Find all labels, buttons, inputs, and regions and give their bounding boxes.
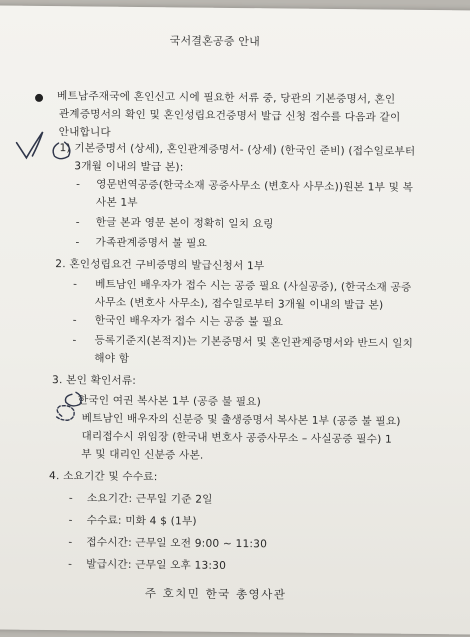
section-4-item-3: 접수시간: 근무일 오전 9:00 ~ 11:30 <box>86 536 268 551</box>
section-3-heading: 3. 본인 확인서류: <box>52 374 137 387</box>
document-title: 국서결혼공증 안내 <box>169 34 261 49</box>
list-dash: - <box>68 492 73 505</box>
section-2-item-1: 베트남인 배우자가 접수 시는 공증 필요 (사실공증), (한국소재 공증 <box>95 278 412 294</box>
section-4-item-2: 수수료: 미화 4 $ (1부) <box>86 514 197 528</box>
list-dash: - <box>72 314 77 327</box>
list-dash: - <box>73 278 78 291</box>
list-dash: - <box>68 558 73 571</box>
section-1-heading-cont: 3개월 이내의 발급 본): <box>74 160 184 174</box>
list-dash: - <box>68 536 73 549</box>
intro-line-1: 베트남주재국에 혼인신고 시에 필요한 서류 중, 당관의 기본증명서, 혼인 <box>57 90 396 106</box>
section-1-item-2: 한글 본과 영문 본이 정확히 일치 요링 <box>95 216 274 231</box>
section-1-item-1: 영문번역공증(한국소재 공증사무소 (변호사 사무소))원본 1부 및 복 <box>96 178 414 194</box>
section-3-item-1: 한국인 여권 복사본 1부 (공증 불 필요) <box>77 394 262 409</box>
section-1-item-1-cont: 사본 1부 <box>95 196 138 209</box>
section-3-item-2: 베트남인 배우자의 신분증 및 출생증명서 복사본 1부 (공증 불 필요) <box>81 412 401 428</box>
document <box>0 5 464 636</box>
section-4-heading: 4. 소요기간 및 수수료: <box>49 470 158 484</box>
section-2-item-1-cont: 사무소 (변호사 사무소), 접수일로부터 3개월 이내의 발급 본) <box>94 296 384 312</box>
paper-sheet <box>0 5 470 634</box>
intro-line-3: 안내합니다 <box>58 126 111 139</box>
intro-line-2: 관계증명서의 확인 및 혼인성립요건증명서 발급 신청 접수를 다음과 같이 <box>58 108 401 124</box>
list-dash: - <box>72 334 77 347</box>
section-2-item-3-cont: 해야 함 <box>94 352 130 365</box>
checkmark-icon <box>16 132 42 158</box>
list-dash: - <box>68 514 73 527</box>
section-2-heading: 2. 혼인성립요건 구비증명의 발급신청서 1부 <box>55 258 265 273</box>
section-2-item-2: 한국인 배우자가 접수 시는 공증 불 필요 <box>94 314 284 329</box>
section-1-item-3: 가족관계증명서 불 필요 <box>95 236 208 250</box>
list-dash: - <box>75 216 80 229</box>
section-3-item-3-cont: 부 및 대리인 신분증 사본. <box>81 448 204 462</box>
consulate-signature: 주 호치민 한국 총영사관 <box>144 586 287 602</box>
circle-mark-icon <box>56 406 75 421</box>
section-1-heading: 1) 기본증명서 (상세), 혼인관계증명서- (상세) (한국인 준비) (접수일로부터 <box>59 142 416 158</box>
section-2-item-3: 등록기준지(본적지)는 기본증명서 및 혼인관계증명서와 반드시 일치 <box>94 334 414 350</box>
bullet-dot <box>35 94 43 102</box>
section-3-item-3: 대리접수시 위임장 (한국내 변호사 공증사무소 – 사실공증 필수) 1 <box>81 430 393 446</box>
list-dash: - <box>75 236 80 249</box>
list-dash: - <box>76 178 81 191</box>
section-4-item-1: 소요기간: 근무일 기준 2일 <box>86 492 213 506</box>
section-4-item-4: 발급시간: 근무일 오후 13:30 <box>86 558 227 572</box>
